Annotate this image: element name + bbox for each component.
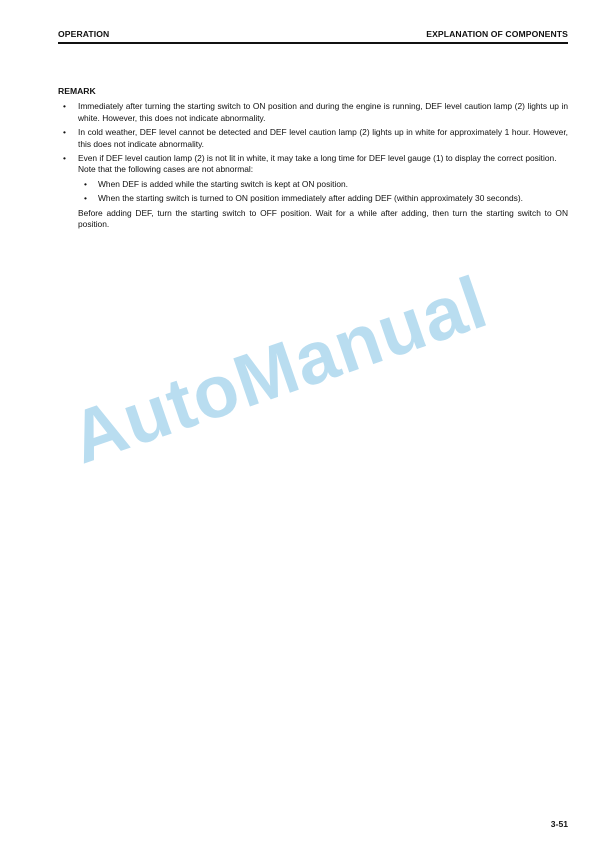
header-section-right: EXPLANATION OF COMPONENTS xyxy=(426,29,568,39)
page-header xyxy=(58,28,568,44)
remark-section xyxy=(58,86,568,233)
remark-item-text: Even if DEF level caution lamp (2) is not lit in white, it may take a long time for DEF level gauge (1) to display the correct position. xyxy=(78,153,557,164)
remark-title: REMARK xyxy=(58,86,96,96)
remark-after-text: Before adding DEF, turn the starting switch to OFF position. Wait for a while after adding, then turn the starting switch to ON position. xyxy=(78,207,568,230)
remark-sub-list xyxy=(78,179,568,205)
header-section-left: OPERATION xyxy=(58,29,110,39)
remark-sub-item: • When the starting switch is turned to ON position immediately after adding DEF (within approximately 30 seconds). xyxy=(78,193,568,204)
watermark-text: AutoManual xyxy=(60,259,498,480)
page-number: 3-51 xyxy=(550,819,568,829)
remark-item: • Immediately after turning the starting switch to ON position and during the engine is running, DEF level caution lamp (2) lights up in white. However, this does not indicate abnormality. xyxy=(58,101,568,124)
remark-sub-item: • When DEF is added while the starting switch is kept at ON position. xyxy=(78,179,568,190)
remark-list xyxy=(58,101,568,230)
remark-item: • In cold weather, DEF level cannot be detected and DEF level caution lamp (2) lights up in white for approximately 1 hour. However, this does not indicate abnormality. xyxy=(58,127,568,150)
remark-note: Note that the following cases are not abnormal: xyxy=(78,164,254,175)
remark-item-with-note xyxy=(58,153,568,230)
